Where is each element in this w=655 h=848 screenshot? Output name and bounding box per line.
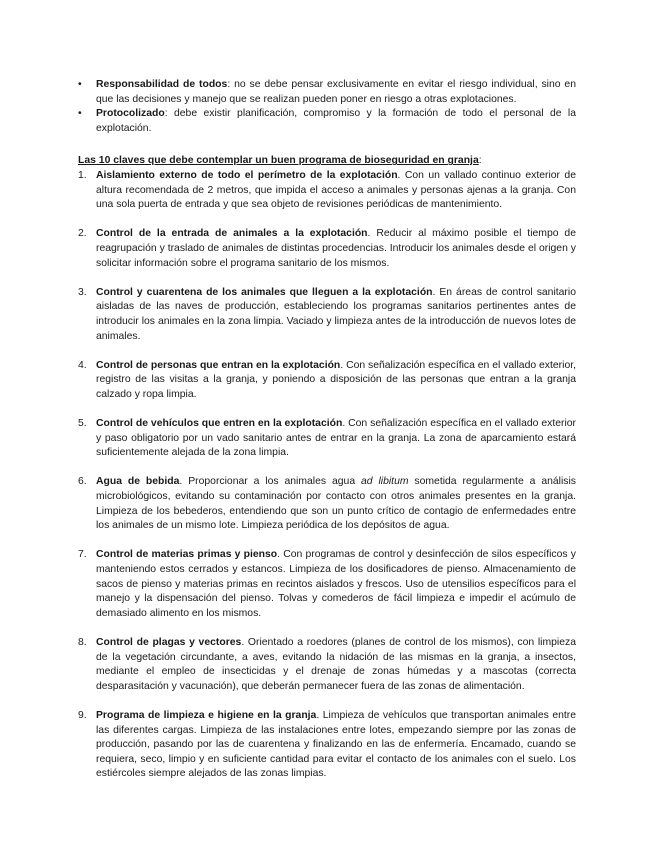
list-item-title: Control de personas que entran en la explotación xyxy=(96,359,341,371)
list-item-text: . Con programas de control y desinfección de silos específicos y manteniendo estos cerrados y estancos. Limpieza de los dosificadores de pienso. Almacenamiento de sacos de pienso y materias primas en recintos aislados y frescos. Uso de utensilios específicos para el manejo y la dispensación del pienso. Tolvas y comederos de fácil limpieza e impedir el acúmulo de demasiado alimento en los mismos. xyxy=(96,549,576,619)
bullet-text: : debe existir planificación, compromiso y la formación de todo el personal de la explotación. xyxy=(96,108,576,134)
bullet-item xyxy=(0,107,655,136)
list-item-text: . En áreas de control sanitario aisladas de las naves de producción, estableciendo los programas sanitarios pertinentes antes de introducir los animales en la zona limpia. Vaciado y limpieza antes de la introducción de nuevos lotes de animales. xyxy=(96,286,576,342)
list-item xyxy=(0,417,655,461)
list-number: 4. xyxy=(78,359,87,371)
list-item-text: . Limpieza de vehículos que transportan animales entre las diferentes cargas. Limpieza de las instalaciones entre lotes, empezando siempre por las zonas de producción, pasando por las de cuarentena y finalizando en las de enfermería. Encamado, cuando se requiera, seco, limpio y en suficiente cantidad para evitar el contacto de los animales con el suelo. Los estiércoles siempre alejados de las zonas limpias. xyxy=(96,709,577,780)
list-item xyxy=(0,475,655,533)
list-item-title: Agua de bebida xyxy=(96,476,180,488)
list-item-text: . Reducir al máximo posible el tiempo de reagrupación y traslado de animales de distintas procedencias. Introducir los animales desde el origen y solicitar información sobre el programa sanitario de los mismos. xyxy=(96,228,576,269)
list-item xyxy=(0,227,655,271)
list-item xyxy=(0,359,655,403)
bullet-dot-icon: • xyxy=(78,79,82,90)
bullet-bold-term: Protocolizado xyxy=(96,108,165,120)
section-heading xyxy=(78,154,576,169)
document-body xyxy=(0,78,655,797)
list-item-text: . Con señalización específica en el vallado exterior y paso obligatorio por un vado sanitario antes de entrar en la granja. La zona de aparcamiento estará suficientemente alejada de la zona limpia. xyxy=(96,418,576,459)
list-item-title: Control de vehículos que entren en la explotación xyxy=(96,418,343,430)
list-item-title: Control de materias primas y pienso xyxy=(96,549,278,561)
list-item-text: . Con señalización específica en el vallado exterior, registro de las visitas a la granja, y poniendo a disposición de las personas que entran a la granja calzado y ropa limpia. xyxy=(96,359,576,400)
list-item-title: Aislamiento externo de todo el perímetro de la explotación xyxy=(96,169,398,181)
list-number: 3. xyxy=(78,286,87,298)
numbered-list xyxy=(0,169,655,782)
section-heading-text: Las 10 claves que debe contemplar un buen programa de bioseguridad en granja xyxy=(78,155,479,167)
list-item-title: Control de plagas y vectores xyxy=(96,636,242,648)
list-number: 2. xyxy=(78,228,87,240)
list-number: 6. xyxy=(78,476,87,488)
list-item xyxy=(0,169,655,213)
list-item xyxy=(0,548,655,621)
list-item-text: . Con un vallado continuo exterior de altura recomendada de 2 metros, que impida el acceso a animales y personas ajenas a la granja. Con una sola puerta de entrada y que sea objeto de revisiones periódicas de mantenimiento. xyxy=(96,169,576,211)
list-item xyxy=(0,709,655,782)
bullet-item xyxy=(0,78,655,107)
list-number: 9. xyxy=(78,709,87,721)
bullet-list xyxy=(0,78,655,136)
list-item-text: sometida regularmente a análisis microbiológicos, evitando su contaminación por contacto con otros animales presentes en la granja. Limpieza de los bebederos, entendiendo que son un punto crítico de contagio de enfermedades entre los animales de un mismo lote. Limpieza periódica de los depósitos de agua. xyxy=(96,476,576,532)
bullet-dot-icon: • xyxy=(78,108,82,120)
list-number: 8. xyxy=(78,636,87,648)
list-item-title: Control de la entrada de animales a la explotación xyxy=(96,228,368,240)
list-item-text: . Orientado a roedores (planes de control de los mismos), con limpieza de la vegetación circundante, a aves, evitando la nidación de las mismas en la granja, a insectos, mediante el empleo de insecticidas y el drenaje de zonas húmedas y a mascotas (correcta desparasitación y vacunación), que deberán permanecer fuera de las zonas de alimentación. xyxy=(96,636,576,692)
section-heading-suffix: : xyxy=(478,155,482,167)
list-item-title: Control y cuarentena de los animales que lleguen a la explotación xyxy=(96,286,433,298)
list-number: 1. xyxy=(78,169,87,181)
list-number: 5. xyxy=(78,418,87,430)
list-item xyxy=(0,286,655,344)
list-item-text-before: . Proporcionar a los animales agua xyxy=(179,476,362,488)
list-item xyxy=(0,636,655,694)
bullet-bold-term: Responsabilidad de todos xyxy=(96,79,228,90)
bullet-text: : no se debe pensar exclusivamente en evitar el riesgo individual, sino en que las decisiones y manejo que se realizan pueden poner en riesgo a otras explotaciones. xyxy=(96,79,576,105)
list-number: 7. xyxy=(78,549,87,561)
list-item-italic: ad libitum xyxy=(361,476,409,488)
list-item-title: Programa de limpieza e higiene en la granja xyxy=(96,709,317,721)
